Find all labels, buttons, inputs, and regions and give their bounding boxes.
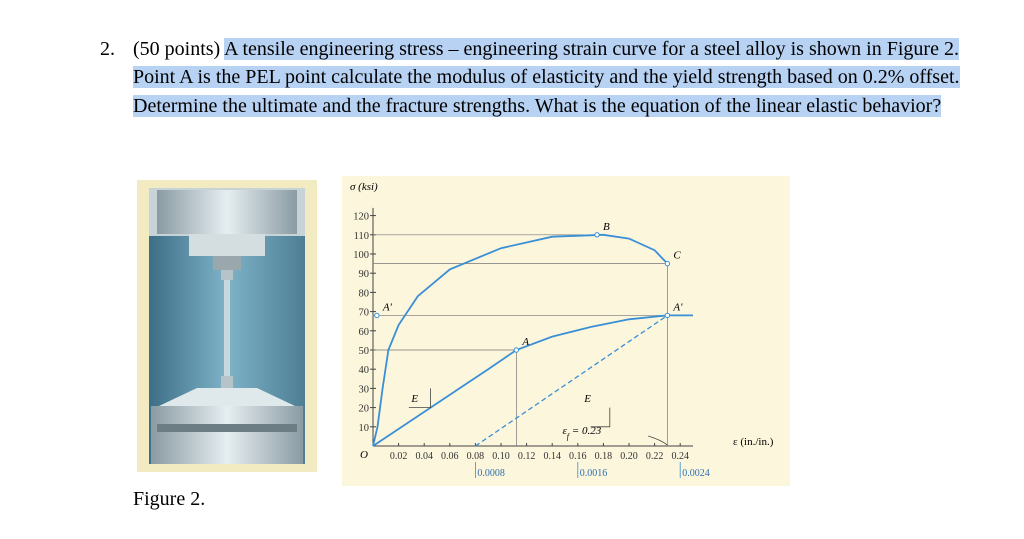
x-tick-label: 0.02 (389, 451, 408, 462)
x-tick-label: 0.08 (466, 451, 485, 462)
point-marker (375, 313, 379, 317)
y-tick-label: 50 (358, 346, 369, 357)
stress-strain-chart (342, 176, 790, 486)
x-tick-label: 0.18 (594, 451, 613, 462)
figure-caption: Figure 2. (133, 488, 206, 510)
y-tick-label: 90 (358, 269, 369, 281)
slope-label: E (411, 392, 419, 405)
point-label: B (603, 220, 610, 233)
point-label: A' (382, 301, 392, 314)
point-label: A (522, 336, 530, 348)
tensile-test-specimen-photo (137, 180, 317, 472)
y-tick-label: 120 (353, 211, 369, 223)
x-tick-label: 0.20 (620, 451, 638, 462)
x-tick-label: 0.06 (441, 451, 459, 462)
slope-label: E (584, 392, 591, 405)
y-tick-label: 70 (358, 307, 369, 319)
y-tick-label: 60 (358, 326, 369, 338)
lower-x-tick-label: 0.0024 (682, 468, 710, 479)
y-tick-label: 10 (358, 422, 369, 434)
y-tick-label: 30 (358, 384, 369, 396)
x-tick-label: 0.12 (517, 451, 536, 462)
lower-x-tick-label: 0.0008 (477, 468, 505, 479)
point-label: A' (673, 301, 683, 314)
question-number: 2. (100, 38, 115, 60)
y-tick-label: 20 (358, 403, 369, 415)
y-tick-label: 110 (353, 230, 369, 242)
point-marker (595, 233, 599, 237)
y-axis-label: σ (ksi) (350, 181, 378, 193)
x-tick-label: 0.16 (569, 451, 587, 462)
fracture-strain-label: $\varepsilon_f = 0.23$ (562, 425, 602, 441)
point-label: C (673, 249, 681, 262)
x-tick-label: 0.04 (415, 451, 433, 462)
origin-label: O (360, 449, 368, 461)
question-body: A tensile engineering stress – engineering strain curve for a steel alloy is shown in Figure 2. Point A is the PEL point calculate the modulus of elasticity and the yield strength based on 0.2% offset. Determine the ultimate and the fracture strengths. What is the equation of the linear elastic behavior? (133, 38, 960, 117)
question-points: (50 points) (133, 38, 221, 60)
x-tick-label: 0.24 (671, 451, 689, 462)
y-tick-label: 100 (353, 250, 369, 261)
x-tick-label: 0.10 (492, 451, 510, 462)
y-tick-label: 80 (358, 288, 369, 300)
y-tick-label: 40 (358, 365, 369, 377)
point-marker (665, 261, 669, 265)
question-text (133, 35, 993, 120)
point-marker (514, 348, 518, 352)
x-axis-label: ε (in./in.) (733, 436, 774, 448)
lower-x-tick-label: 0.0016 (579, 468, 608, 479)
x-tick-label: 0.22 (645, 451, 664, 462)
x-tick-label: 0.14 (543, 451, 561, 462)
point-marker (665, 313, 669, 317)
